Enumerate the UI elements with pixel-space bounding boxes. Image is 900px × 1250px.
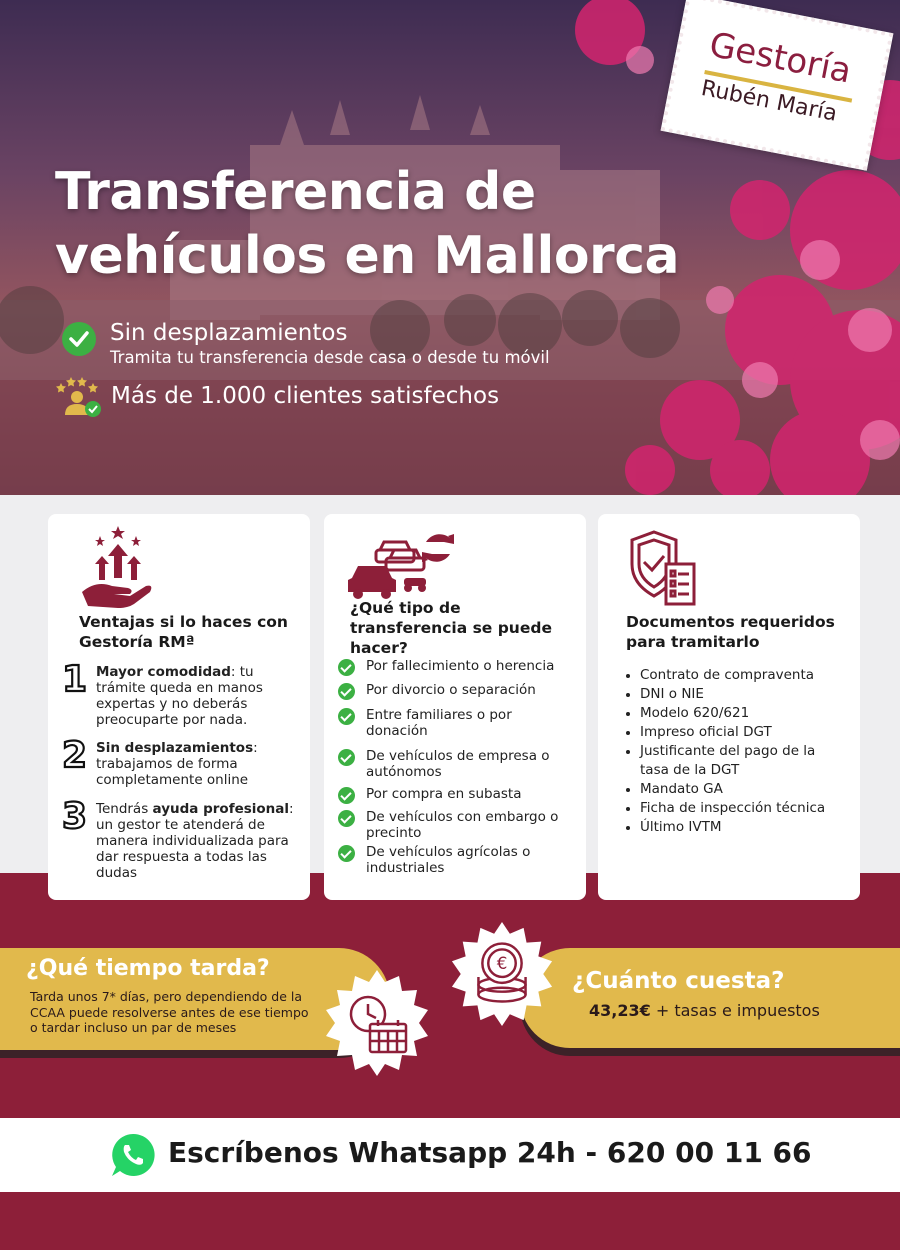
card-title: Documentos requeridos para tramitarlo <box>626 613 835 651</box>
list-item <box>336 658 576 674</box>
feature-subtitle: Tramita tu transferencia desde casa o desde tu móvil <box>110 348 550 367</box>
advantage-text <box>96 664 296 728</box>
list-item-text: Por fallecimiento o herencia <box>366 658 555 674</box>
list-item: Impreso oficial DGT <box>624 723 846 742</box>
hero-banner <box>0 0 900 495</box>
number-3-icon: 3 <box>62 796 88 837</box>
advantage-bold: ayuda profesional <box>152 801 290 817</box>
whatsapp-contact-text[interactable]: Escríbenos Whatsapp 24h - 620 00 11 66 <box>168 1136 812 1169</box>
cost-title: ¿Cuánto cuesta? <box>572 968 785 994</box>
cost-text <box>589 1001 820 1020</box>
time-text: Tarda unos 7* días, pero dependiendo de la CCAA puede resolverse antes de ese tiempo o tardar incluso un par de meses <box>30 989 309 1035</box>
advantage-pre: Tendrás <box>96 801 153 817</box>
time-title: ¿Qué tiempo tarda? <box>26 956 270 981</box>
list-item-text: Por compra en subasta <box>366 786 522 802</box>
advantage-rest: : tu trámite queda en manos expertas y no deberás preocuparte por nada. <box>96 664 263 728</box>
advantage-rest: : un gestor te atenderá de manera individualizada para dar respuesta a todas las dudas <box>96 801 294 881</box>
list-item <box>336 682 576 698</box>
number-2-icon: 2 <box>62 735 88 776</box>
list-item <box>336 809 576 841</box>
list-item: Modelo 620/621 <box>624 704 846 723</box>
advantage-bold: Sin desplazamientos <box>96 740 254 756</box>
check-circle-icon <box>338 845 355 862</box>
advantage-text <box>96 801 296 881</box>
documents-card <box>598 514 860 900</box>
logo-line-2: Rubén María <box>699 75 840 127</box>
list-item <box>336 748 576 780</box>
satisfied-client-stars-icon <box>55 375 103 419</box>
check-circle-icon <box>338 810 355 827</box>
clock-calendar-icon <box>322 968 432 1078</box>
transfer-types-card <box>324 514 586 900</box>
hand-arrows-stars-icon <box>78 522 158 612</box>
number-1-icon: 1 <box>62 659 88 700</box>
card-title: Ventajas si lo haces con Gestoría RMª <box>79 613 288 651</box>
check-circle-icon <box>338 659 355 676</box>
check-circle-icon <box>62 322 96 356</box>
check-circle-icon <box>338 749 355 766</box>
feature-clients <box>55 375 500 423</box>
footer-band <box>0 1192 900 1250</box>
check-circle-icon <box>338 787 355 804</box>
whatsapp-icon[interactable] <box>110 1132 156 1178</box>
list-item-text: De vehículos de empresa o autónomos <box>366 748 550 780</box>
euro-coins-icon <box>448 920 556 1028</box>
list-item-text: Entre familiares o por donación <box>366 707 512 739</box>
check-circle-icon <box>338 708 355 725</box>
list-item: DNI o NIE <box>624 685 846 704</box>
shield-document-icon <box>626 528 698 608</box>
list-item <box>336 707 576 739</box>
list-item: Contrato de compraventa <box>624 666 846 685</box>
list-item: Ficha de inspección técnica <box>624 799 846 818</box>
svg-text:€: € <box>496 954 508 974</box>
cost-rest: + tasas e impuestos <box>650 1001 820 1020</box>
list-item-text: De vehículos con embargo o precinto <box>366 809 559 841</box>
transfer-type-list <box>336 658 576 876</box>
advantage-bold: Mayor comodidad <box>96 664 231 680</box>
feature-title: Sin desplazamientos <box>110 320 348 346</box>
logo-line-1: Gestoría <box>706 24 855 92</box>
card-title: ¿Qué tipo de transferencia se puede hacer? <box>350 599 552 657</box>
check-circle-icon <box>338 683 355 700</box>
list-item <box>336 786 576 802</box>
list-item: Último IVTM <box>624 818 846 837</box>
list-item-text: Por divorcio o separación <box>366 682 536 698</box>
documents-list <box>624 666 846 837</box>
whatsapp-contact-bar[interactable] <box>0 1118 900 1192</box>
advantage-rest: : trabajamos de forma completamente online <box>96 740 258 788</box>
list-item-text: De vehículos agrícolas o industriales <box>366 844 531 876</box>
list-item <box>336 844 576 876</box>
list-item: Mandato GA <box>624 780 846 799</box>
advantage-text <box>96 740 296 788</box>
title-line-2: vehículos en Mallorca <box>55 226 680 286</box>
cars-transfer-icon <box>346 522 456 602</box>
advantages-card <box>48 514 310 900</box>
feature-title: Más de 1.000 clientes satisfechos <box>111 383 500 409</box>
cost-price: 43,23€ <box>589 1001 651 1020</box>
page-title <box>55 160 695 288</box>
title-line-1: Transferencia de <box>55 162 536 222</box>
list-item: Justificante del pago de la tasa de la DGT <box>624 742 846 780</box>
cost-panel <box>520 948 900 1048</box>
